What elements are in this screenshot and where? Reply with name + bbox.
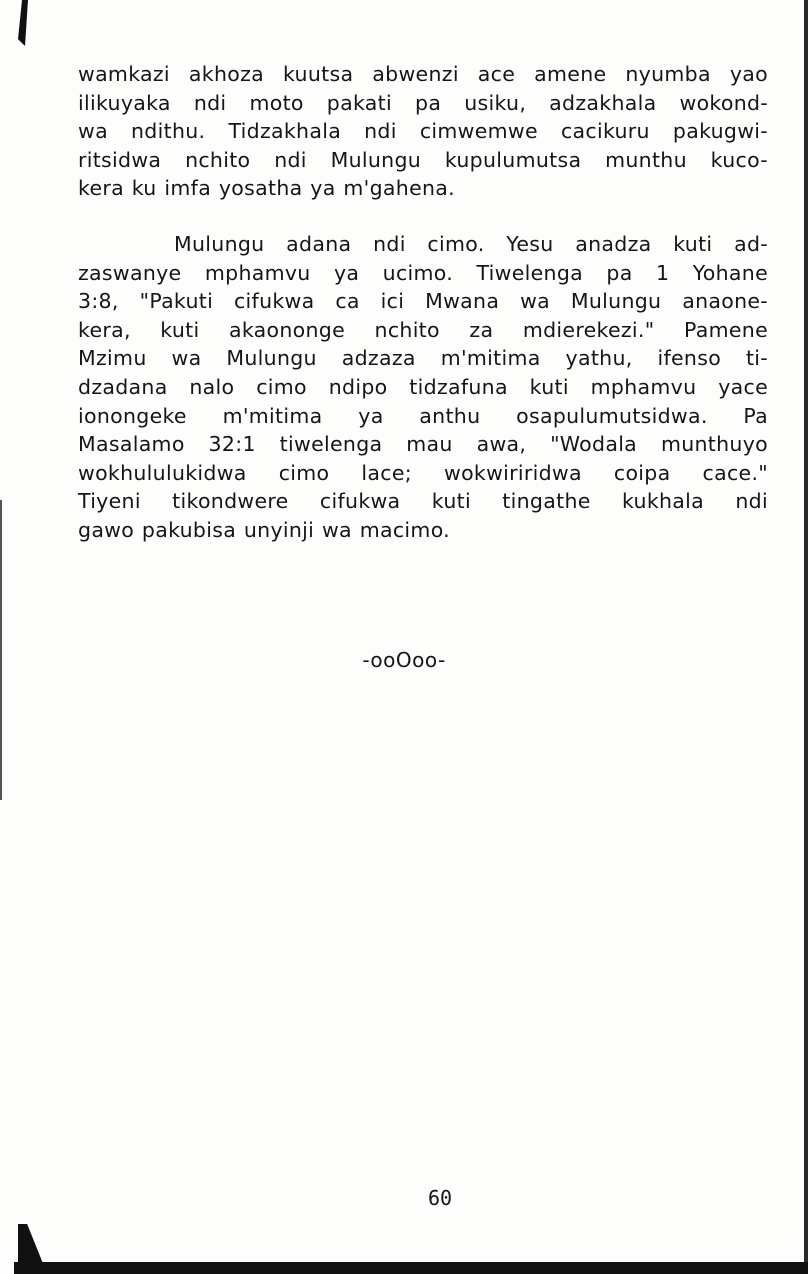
paragraph-1 (78, 60, 768, 203)
paragraph-line: kera, kuti akaononge nchito za mdierekezi." Pamene (78, 317, 768, 342)
paragraph-line: Mulungu adana ndi cimo. Yesu anadza kuti ad- (174, 232, 768, 256)
paragraph-line: ionongeke m'mitima ya anthu osapulumutsidwa. Pa (78, 403, 768, 428)
paragraph-line: ritsidwa nchito ndi Mulungu kupulumutsa munthu kuco- (78, 147, 768, 172)
paragraph-line: Mzimu wa Mulungu adzaza m'mitima yathu, ifenso ti- (78, 346, 768, 371)
paragraph-2 (78, 230, 768, 545)
paragraph-line: Tiyeni tikondwere cifukwa kuti tingathe kukhala ndi (78, 489, 768, 514)
scan-corner-artifact (18, 1224, 44, 1266)
paragraph-line: wokhululukidwa cimo lace; wokwiriridwa coipa cace." (78, 460, 768, 485)
paragraph-line: gawo pakubisa unyinji wa macimo. (78, 517, 450, 542)
paragraph-line: zaswanye mphamvu ya ucimo. Tiwelenga pa 1 Yohane (78, 260, 768, 285)
paragraph-line: wa ndithu. Tidzakhala ndi cimwemwe cacikuru pakugwi- (78, 119, 768, 144)
scan-edge-bottom (14, 1262, 808, 1274)
section-separator: -ooOoo- (362, 648, 446, 672)
paragraph-line: wamkazi akhoza kuutsa abwenzi ace amene nyumba yao (78, 62, 768, 86)
scan-edge-right (804, 0, 808, 1274)
paragraph-line: ilikuyaka ndi moto pakati pa usiku, adzakhala wokond- (78, 90, 768, 115)
scan-edge-artifact (18, 0, 28, 46)
paragraph-line: Masalamo 32:1 tiwelenga mau awa, "Wodala munthuyo (78, 432, 768, 457)
paragraph-line: 3:8, "Pakuti cifukwa ca ici Mwana wa Mulungu anaone- (78, 289, 768, 314)
page-number: 60 (427, 1186, 453, 1210)
paragraph-line: kera ku imfa yosatha ya m'gahena. (78, 176, 455, 201)
paragraph-line: dzadana nalo cimo ndipo tidzafuna kuti mphamvu yace (78, 374, 768, 399)
